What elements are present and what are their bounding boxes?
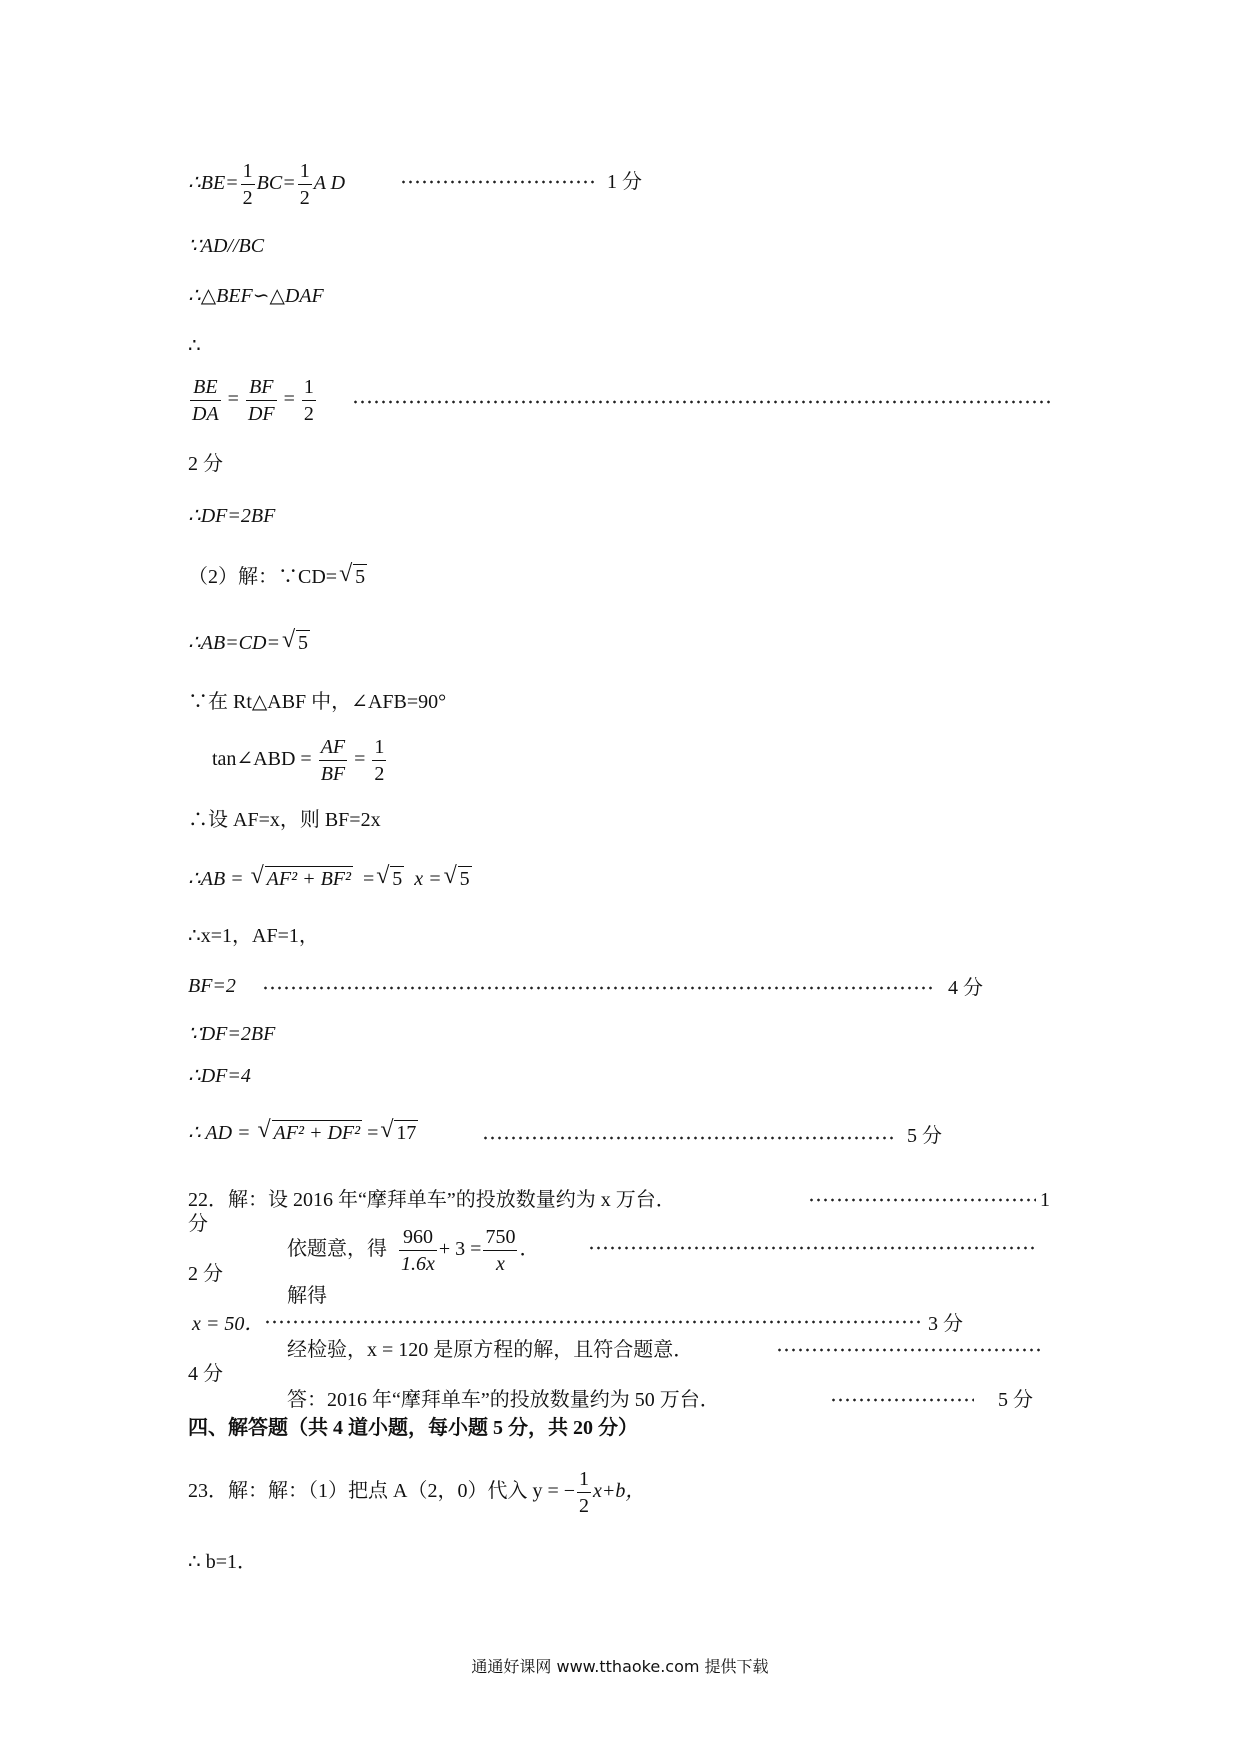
leader-dots: [776, 1348, 1044, 1352]
statement-let-x: ∴设 AF=x，则 BF=2x: [188, 809, 381, 831]
leader-dots: [830, 1398, 974, 1402]
leader-dots: [262, 986, 934, 990]
statement-df-4: ∴DF=4: [188, 1065, 251, 1087]
statement-bf-2: BF=2: [188, 975, 236, 997]
eq-ad-pythag: ∴ AD = √ AF² + DF² =√ 17: [188, 1120, 418, 1145]
leader-dots: [808, 1198, 1036, 1202]
leader-dots: [352, 400, 1052, 404]
section-heading: 四、解答题（共 4 道小题，每小题 5 分，共 20 分）: [188, 1417, 638, 1439]
statement-similar: ∴△BEF∽△DAF: [188, 285, 324, 307]
score-label: 3 分: [928, 1313, 963, 1335]
leader-dots: [588, 1246, 1034, 1250]
eq-ab-cd: ∴AB=CD=√ 5: [188, 630, 310, 655]
eq-tan: tan∠ABD = $\frac{AF}{BF}$ = $\frac{1}{2}$: [212, 736, 385, 785]
q23-result: ∴ b=1．: [188, 1551, 258, 1573]
q22-solve: 解得: [287, 1285, 327, 1307]
statement-x-values: ∴x=1，AF=1，: [188, 925, 319, 947]
part-2-given: （2）解：∵CD=√ 5: [188, 564, 367, 589]
score-label: 5 分: [998, 1389, 1033, 1411]
statement-parallel: ∵AD//BC: [188, 235, 265, 257]
score-label: 1 分: [607, 171, 642, 193]
eq-be-half-bc: ∴BE= $\frac{1}{2}$ BC= $\frac{1}{2}$ A D: [188, 160, 346, 209]
score-label: 分: [188, 1213, 208, 1235]
therefore-symbol: ∴: [188, 335, 201, 357]
q22-setup: 22．解：设 2016 年“摩拜单车”的投放数量约为 x 万台．: [188, 1189, 676, 1211]
score-label: 2 分: [188, 453, 223, 475]
statement-since-df: ∵DF=2BF: [188, 1023, 276, 1045]
leader-dots: [482, 1136, 894, 1140]
eq-ratio: $\frac{BE}{DA}$ = $\frac{BF}{DF}$ = $\frac{1}{2}$: [192, 376, 314, 425]
score-label: 2 分: [188, 1263, 223, 1285]
q22-solution: x = 50．: [192, 1313, 265, 1335]
page-footer: 通通好课网 www.tthaoke.com 提供下载: [471, 1657, 769, 1676]
leader-dots: [400, 180, 595, 184]
q22-check: 经检验，x = 120 是原方程的解，且符合题意．: [287, 1339, 694, 1361]
statement-right-triangle: ∵在 Rt△ABF 中，∠AFB=90°: [188, 691, 447, 713]
score-label: 1: [1040, 1189, 1050, 1211]
q23-setup: 23．解：解：（1）把点 A（2，0）代入 y = − $\frac{1}{2}$ x+b，: [188, 1468, 646, 1517]
leader-dots: [264, 1320, 924, 1324]
statement-df-2bf: ∴DF=2BF: [188, 505, 276, 527]
score-label: 5 分: [907, 1125, 942, 1147]
q22-equation: 依题意，得 $\frac{960}{1.6x}$ + 3 = $\frac{750}{x}$ ．: [287, 1226, 540, 1275]
score-label: 4 分: [948, 977, 983, 999]
score-label: 4 分: [188, 1363, 223, 1385]
q22-answer: 答：2016 年“摩拜单车”的投放数量约为 50 万台．: [287, 1389, 720, 1411]
eq-ab-pythag: ∴AB = √ AF² + BF² =√ 5 x =√ 5: [188, 866, 472, 891]
